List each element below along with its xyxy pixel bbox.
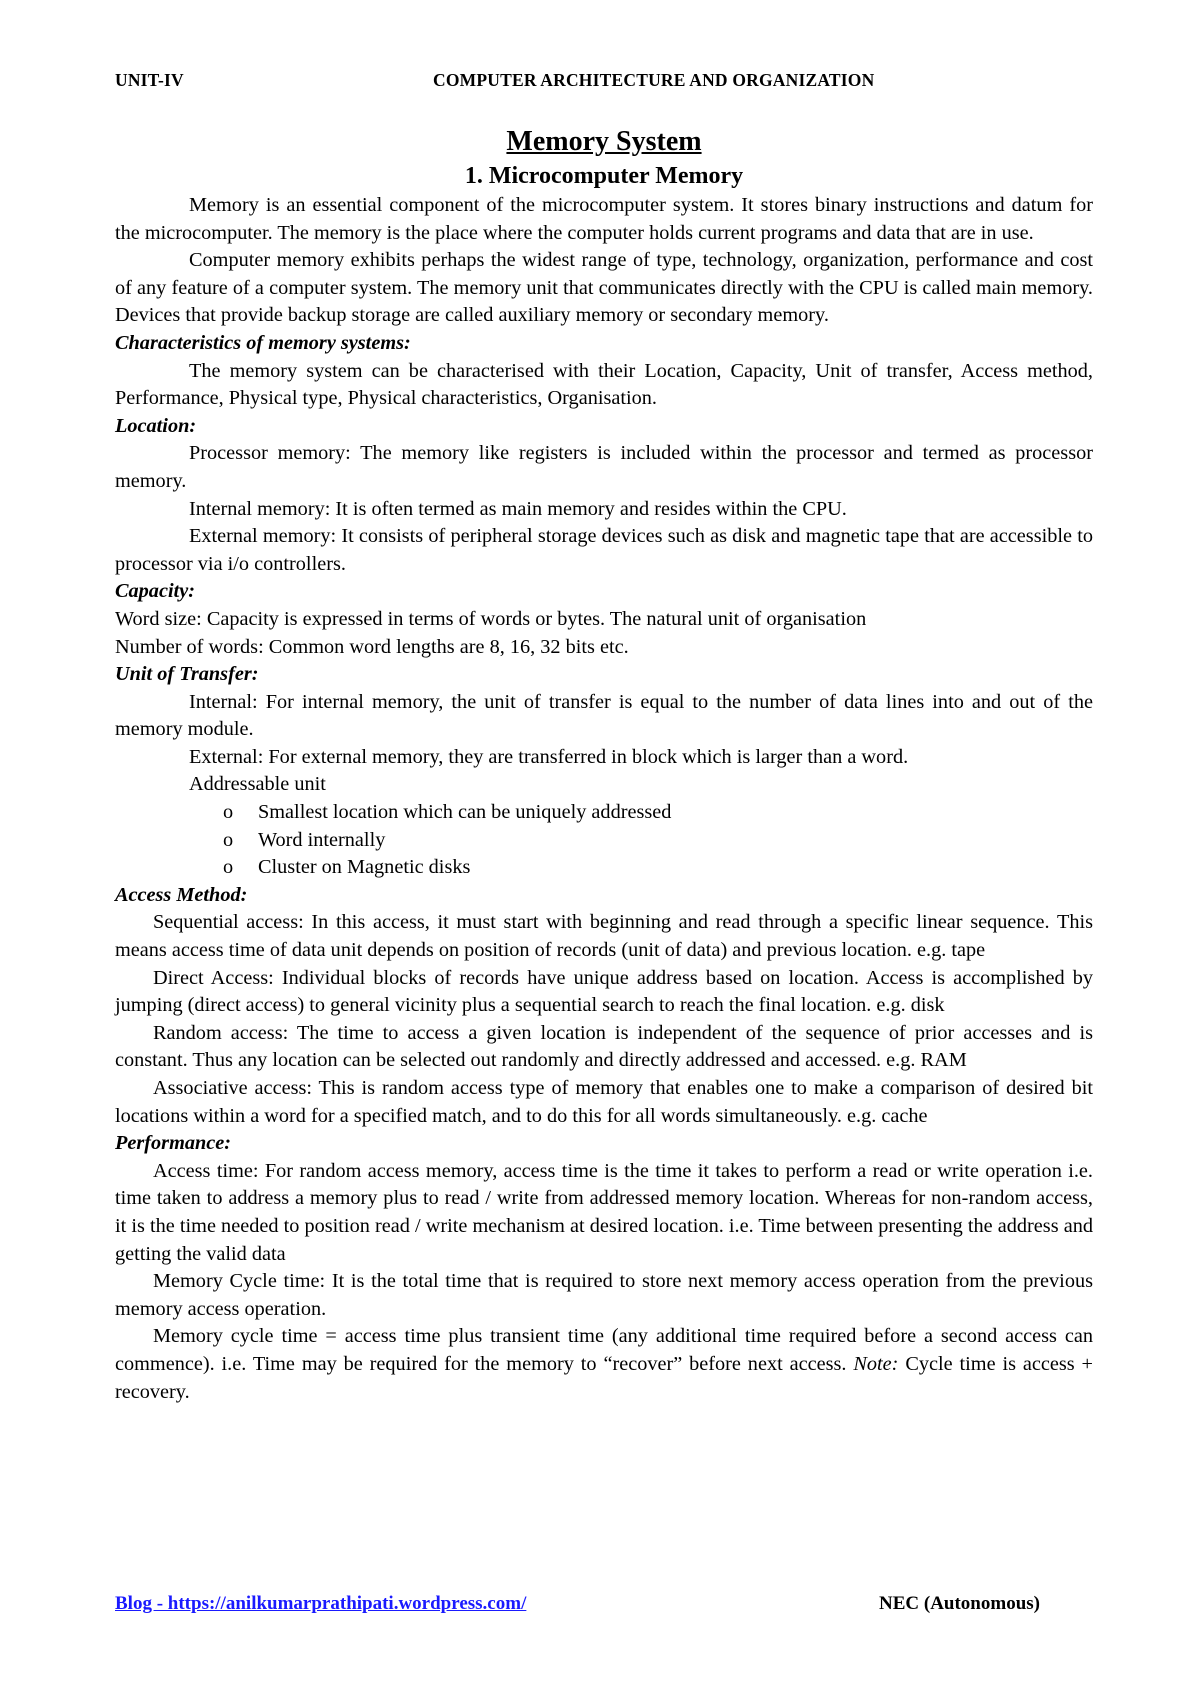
page-footer	[115, 1593, 1040, 1621]
note-label: Note:	[853, 1352, 899, 1375]
heading-unit-of-transfer: Unit of Transfer:	[115, 663, 259, 686]
page-content	[115, 124, 1093, 1406]
performance-cycle-formula: Memory cycle time = access time plus transient time (any additional time required before a second access can commence). i.e. Time may be required for the memory to “recover” before next access. Note: Cycle time is access + recovery.	[115, 1325, 1093, 1403]
bullet-marker: o	[223, 828, 234, 851]
capacity-word-size: Word size: Capacity is expressed in terms of words or bytes. The natural unit of organisation	[115, 607, 867, 630]
unit-internal: Internal: For internal memory, the unit of transfer is equal to the number of data lines into and out of the memory module.	[115, 690, 1093, 741]
header-unit: UNIT-IV	[115, 70, 184, 90]
bullet-marker: o	[223, 801, 234, 824]
running-header	[115, 70, 982, 96]
heading-access-method: Access Method:	[115, 883, 248, 906]
bullet-marker: o	[223, 856, 234, 879]
blog-link[interactable]: Blog - https://anilkumarprathipati.wordpress.com/	[115, 1593, 527, 1614]
access-direct: Direct Access: Individual blocks of records have unique address based on location. Access is accomplished by jumping (direct access) to general vicinity plus a sequential search to reach the final location. e.g. disk	[115, 966, 1093, 1017]
access-associative: Associative access: This is random access type of memory that enables one to make a comparison of desired bit locations within a word for a specified match, and to do this for all words simultaneously. e.g. cache	[115, 1077, 1093, 1127]
list-item: o Smallest location which can be uniquely addressed	[223, 799, 1093, 827]
heading-capacity: Capacity:	[115, 580, 195, 603]
performance-access-time: Access time: For random access memory, access time is the time it takes to perform a read or write operation i.e. time taken to address a memory plus to read / write from addressed memory location. Whereas for non-random access, it is the time needed to position read / write mechanism at desired location. i.e. Time between presenting the address and getting the valid data	[115, 1159, 1093, 1265]
location-processor-memory: Processor memory: The memory like registers is included within the processor and termed as processor memory.	[115, 442, 1093, 492]
access-sequential: Sequential access: In this access, it must start with beginning and read through a specific linear sequence. This means access time of data unit depends on position of records (unit of data) and previous location. e.g. tape	[115, 911, 1093, 962]
location-external-memory: External memory: It consists of peripheral storage devices such as disk and magnetic tape that are accessible to processor via i/o controllers.	[115, 525, 1093, 575]
page-title: Memory System	[506, 126, 702, 157]
list-item: o Word internally	[223, 827, 1093, 855]
performance-cycle-time: Memory Cycle time: It is the total time that is required to store next memory access operation from the previous memory access operation.	[115, 1270, 1093, 1320]
header-course: COMPUTER ARCHITECTURE AND ORGANIZATION	[433, 70, 875, 90]
characteristics-paragraph: The memory system can be characterised with their Location, Capacity, Unit of transfer, Access method, Performance, Physical type, Physical characteristics, Organisation.	[115, 359, 1093, 410]
addressable-unit-list	[115, 799, 1093, 882]
section-title: 1. Microcomputer Memory	[464, 163, 744, 189]
access-random: Random access: The time to access a given location is independent of the sequence of prior accesses and is constant. Thus any location can be selected out randomly and directly addressed and accessed. e.g. RAM	[115, 1021, 1093, 1072]
heading-performance: Performance:	[115, 1132, 232, 1155]
unit-addressable: Addressable unit	[189, 773, 326, 796]
capacity-number-of-words: Number of words: Common word lengths are 8, 16, 32 bits etc.	[115, 635, 629, 658]
location-internal-memory: Internal memory: It is often termed as main memory and resides within the CPU.	[189, 497, 847, 520]
heading-location: Location:	[115, 414, 197, 437]
heading-characteristics: Characteristics of memory systems:	[115, 331, 411, 354]
list-item: o Cluster on Magnetic disks	[223, 854, 1093, 882]
intro-paragraph-1: Memory is an essential component of the microcomputer system. It stores binary instructions and datum for the microcomputer. The memory is the place where the computer holds current programs and data that are in use.	[115, 194, 1093, 244]
unit-external: External: For external memory, they are transferred in block which is larger than a word.	[189, 745, 909, 768]
intro-paragraph-2: Computer memory exhibits perhaps the widest range of type, technology, organization, performance and cost of any feature of a computer system. The memory unit that communicates directly with the CPU is called main memory. Devices that provide backup storage are called auxiliary memory or secondary memory.	[115, 249, 1093, 327]
footer-institution: NEC (Autonomous)	[879, 1593, 1040, 1614]
